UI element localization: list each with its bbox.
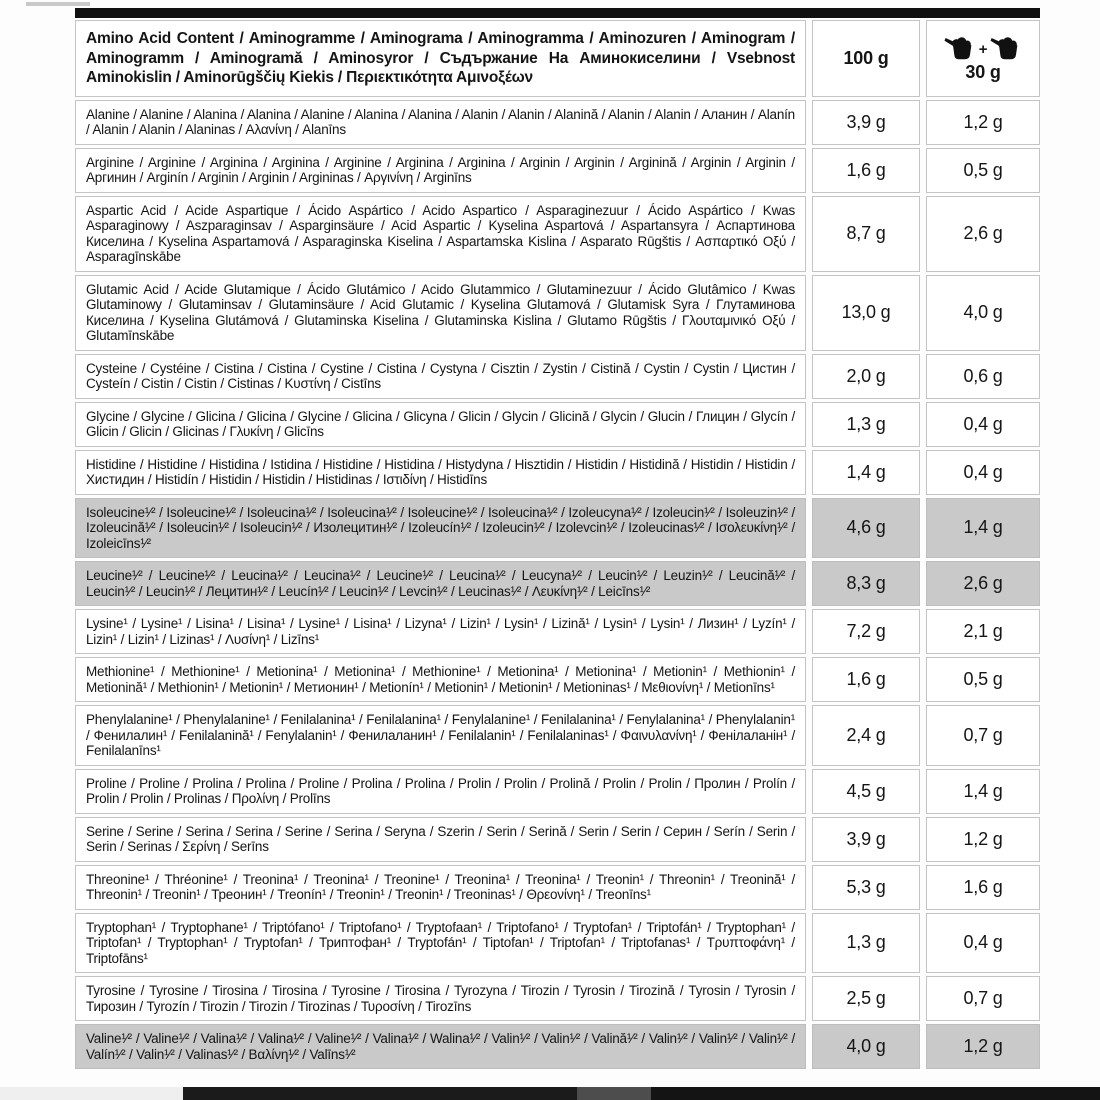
table-row — [75, 657, 1040, 702]
per-100g-value: 8,7 g — [812, 196, 920, 272]
table-title — [75, 20, 806, 97]
photo-edge — [26, 2, 90, 6]
per-100g-value: 13,0 g — [812, 275, 920, 351]
amino-acid-names: Alanine / Alanine / Alanina / Alanina / Alanine / Alanina / Alanina / Alanin / Alanin / Alanină / Alanin / Alanin / Аланин / Alanín / Alanin / Alanin / Alaninas / Αλανίνη / Alanīns — [86, 106, 795, 137]
per-30g-value: 1,2 g — [926, 100, 1040, 145]
per-100g-value: 1,3 g — [812, 913, 920, 974]
amino-acid-names: Proline / Proline / Prolina / Prolina / Proline / Prolina / Prolina / Prolin / Prolin / Prolină / Prolin / Prolin / Пролин / Prolín / Prolin / Prolin / Prolinas / Προλίνη / Prolīns — [86, 775, 795, 806]
per-30g-value: 1,4 g — [926, 498, 1040, 559]
per-100g-value: 5,3 g — [812, 865, 920, 910]
amino-acid-names-cell — [75, 196, 806, 272]
per-100g-value: 2,5 g — [812, 976, 920, 1021]
table-title-text: Amino Acid Content / Aminogramme / Aminograma / Aminogramma / Aminozuren / Aminogram / Aminogramm / Aminogramă / Aminosyror / Съдържание На Аминокиселини / Vsebnost Aminokislin / Aminorūgščių Kiekis / Περιεκτικότητα Αμινοξέων — [86, 30, 795, 86]
amino-acid-names: Glutamic Acid / Acide Glutamique / Ácido Glutámico / Acido Glutammico / Glutaminezuur / Ácido Glutâmico / Kwas Glutaminowy / Glutaminsav / Glutaminsäure / Acid Glutamic / Kyselina Glutamová / Glutamisk Syra / Глутаминова Киселина / Kyselina Glutámová / Glutaminska Kiselina / Glutaminska Kislina / Glutamo Rūgštis / Γλουταμινικό Οξύ / Glutamīnskābe — [86, 281, 795, 343]
amino-acid-names: Threonine¹ / Thréonine¹ / Treonina¹ / Treonina¹ / Treonine¹ / Treonina¹ / Treonina¹ / Treonin¹ / Threonin¹ / Treonină¹ / Threonin¹ / Treonin¹ / Треонин¹ / Treonín¹ / Treonin¹ / Treonin¹ / Treoninas¹ / Θρεονίνη¹ / Treonīns¹ — [86, 871, 795, 902]
amino-acid-names: Arginine / Arginine / Arginina / Arginina / Arginine / Arginina / Arginina / Arginin / Arginin / Arginină / Arginin / Arginin / Аргинин / Arginín / Arginin / Arginin / Argininas / Αργινίνη / Arginīns — [86, 154, 795, 185]
per-100g-value: 3,9 g — [812, 817, 920, 862]
amino-acid-names: Valine¹⁄² / Valine¹⁄² / Valina¹⁄² / Valina¹⁄² / Valine¹⁄² / Valina¹⁄² / Walina¹⁄² / Valin¹⁄² / Valin¹⁄² / Valină¹⁄² / Valin¹⁄² / Valin¹⁄² / Valin¹⁄² / Valín¹⁄² / Valin¹⁄² / Valinas¹⁄² / Βαλίνη¹⁄² / Valīns¹⁄² — [86, 1031, 795, 1062]
table-row — [75, 609, 1040, 654]
per-30g-value: 2,6 g — [926, 561, 1040, 606]
table-row — [75, 769, 1040, 814]
per-100g-value: 1,6 g — [812, 148, 920, 193]
table-row — [75, 354, 1040, 399]
table-row — [75, 817, 1040, 862]
table-row — [75, 865, 1040, 910]
amino-acid-names: Leucine¹⁄² / Leucine¹⁄² / Leucina¹⁄² / Leucina¹⁄² / Leucine¹⁄² / Leucina¹⁄² / Leucyna¹⁄² / Leucin¹⁄² / Leuzin¹⁄² / Leucină¹⁄² / Leucin¹⁄² / Leucin¹⁄² / Лецитин¹⁄² / Leucín¹⁄² / Leucin¹⁄² / Levcin¹⁄² / Leucinas¹⁄² / Λευκίνη¹⁄² / Leicīns¹⁄² — [86, 568, 795, 599]
column-header-100g: 100 g — [812, 20, 920, 97]
per-100g-value: 2,0 g — [812, 354, 920, 399]
amino-acid-names: Cysteine / Cystéine / Cistina / Cistina / Cystine / Cistina / Cystyna / Cisztin / Zystin / Cistină / Cystin / Cystin / Цистин / Cysteín / Cistin / Cistin / Cistinas / Κυστίνη / Cistīns — [86, 360, 795, 391]
table-header-row — [75, 20, 1040, 97]
amino-acid-names-cell — [75, 498, 806, 559]
per-30g-value: 0,7 g — [926, 705, 1040, 766]
table-row — [75, 498, 1040, 559]
table-row — [75, 976, 1040, 1021]
table-row — [75, 913, 1040, 974]
table-row — [75, 275, 1040, 351]
amino-acid-names: Glycine / Glycine / Glicina / Glicina / Glycine / Glicina / Glicyna / Glicin / Glycin / Glicină / Glycin / Glucin / Глицин / Glycín / Glicin / Glicin / Glicinas / Γλυκίνη / Glicīns — [86, 408, 795, 439]
amino-acid-names: Histidine / Histidine / Histidina / Istidina / Histidine / Histidina / Histydyna / Hisztidin / Histidin / Histidină / Histidin / Histidin / Хистидин / Histidín / Histidin / Histidin / Histidinas / Ιστιδίνη / Histidīns — [86, 456, 795, 487]
amino-acid-names: Lysine¹ / Lysine¹ / Lisina¹ / Lisina¹ / Lysine¹ / Lisina¹ / Lizyna¹ / Lizin¹ / Lysin¹ / Lizină¹ / Lysin¹ / Lysin¹ / Лизин¹ / Lyzín¹ / Lizin¹ / Lizin¹ / Lizinas¹ / Λυσίνη¹ / Lizīns¹ — [86, 616, 795, 647]
per-30g-value: 0,4 g — [926, 450, 1040, 495]
amino-acid-names-cell — [75, 354, 806, 399]
amino-acid-names: Isoleucine¹⁄² / Isoleucine¹⁄² / Isoleucina¹⁄² / Isoleucina¹⁄² / Isoleucine¹⁄² / Isoleucina¹⁄² / Izoleucyna¹⁄² / Izoleucin¹⁄² / Isoleuzin¹⁄² / Izoleucină¹⁄² / Isoleucin¹⁄² / Isoleucin¹⁄² / Изолецитин¹⁄² / Izoleucín¹⁄² / Izoleucin¹⁄² / Izolevcin¹⁄² / Izoleucinas¹⁄² / Ισολευκίνη¹⁄² / Izoleicīns¹⁄² — [86, 504, 795, 551]
amino-acid-names-cell — [75, 148, 806, 193]
amino-acid-names-cell — [75, 1024, 806, 1069]
amino-acid-names: Methionine¹ / Methionine¹ / Metionina¹ / Metionina¹ / Methionine¹ / Metionina¹ / Metionina¹ / Metionin¹ / Methionin¹ / Metionină¹ / Methionin¹ / Metionin¹ / Метионин¹ / Metionín¹ / Metionin¹ / Metionin¹ / Metioninas¹ / Μεθιονίνη¹ / Metionīns¹ — [86, 664, 795, 695]
strip-segment — [651, 1087, 1100, 1100]
table-row — [75, 100, 1040, 145]
per-30g-value: 2,6 g — [926, 196, 1040, 272]
table-row — [75, 705, 1040, 766]
plus-sign: + — [978, 40, 988, 58]
amino-acid-names-cell — [75, 913, 806, 974]
amino-acid-names-cell — [75, 657, 806, 702]
serving-amount-label: 30 g — [965, 62, 1001, 83]
amino-acid-names-cell — [75, 705, 806, 766]
per-100g-value: 3,9 g — [812, 100, 920, 145]
per-30g-value: 0,4 g — [926, 402, 1040, 447]
per-30g-value: 2,1 g — [926, 609, 1040, 654]
per-30g-value: 4,0 g — [926, 275, 1040, 351]
amino-acid-names-cell — [75, 450, 806, 495]
per-100g-value: 2,4 g — [812, 705, 920, 766]
amino-acid-names: Tryptophan¹ / Tryptophane¹ / Triptófano¹ / Triptofano¹ / Tryptofaan¹ / Triptofano¹ / Tryptofan¹ / Triptofán¹ / Tryptophan¹ / Triptofan¹ / Tryptophan¹ / Tryptofan¹ / Триптофан¹ / Tryptofán¹ / Tiptofan¹ / Triptofan¹ / Triptofanas¹ / Τρυπτοφάνη¹ / Triptofāns¹ — [86, 919, 795, 966]
per-30g-value: 0,4 g — [926, 913, 1040, 974]
amino-acid-names-cell — [75, 100, 806, 145]
scoop-icon — [990, 33, 1022, 61]
amino-acid-names-cell — [75, 865, 806, 910]
per-100g-value: 7,2 g — [812, 609, 920, 654]
amino-acid-names: Serine / Serine / Serina / Serina / Serine / Serina / Seryna / Szerin / Serin / Serină / Serin / Serin / Серин / Serín / Serin / Serin / Serinas / Σερίνη / Serīns — [86, 823, 795, 854]
per-30g-value: 1,6 g — [926, 865, 1040, 910]
column-header-serving — [926, 20, 1040, 97]
per-30g-value: 1,4 g — [926, 769, 1040, 814]
per-100g-value: 8,3 g — [812, 561, 920, 606]
per-30g-value: 0,6 g — [926, 354, 1040, 399]
per-100g-value: 1,3 g — [812, 402, 920, 447]
photo-bottom-strip — [0, 1087, 1100, 1100]
strip-segment — [183, 1087, 577, 1100]
per-100g-value: 4,6 g — [812, 498, 920, 559]
table-top-border — [75, 8, 1040, 18]
amino-acid-names-cell — [75, 817, 806, 862]
amino-acid-names: Tyrosine / Tyrosine / Tirosina / Tirosina / Tyrosine / Tirosina / Tyrozyna / Tirozin / Tyrosin / Tirozină / Tyrosin / Tyrosin / Тирозин / Tyrozín / Tirozin / Tirozin / Tirozinas / Τυροσίνη / Tirozīns — [86, 983, 795, 1014]
table-row — [75, 450, 1040, 495]
table-row — [75, 561, 1040, 606]
table-row — [75, 196, 1040, 272]
amino-acid-names-cell — [75, 275, 806, 351]
per-30g-value: 1,2 g — [926, 817, 1040, 862]
per-30g-value: 0,7 g — [926, 976, 1040, 1021]
amino-acid-table — [75, 8, 1040, 1069]
amino-acid-names: Aspartic Acid / Acide Aspartique / Ácido Aspártico / Acido Aspartico / Asparaginezuur / Ácido Aspártico / Kwas Asparaginowy / Aszparaginsav / Asparginsäure / Acid Aspartic / Kyselina Aspartová / Aspartansyra / Аспартинова Киселина / Kyselina Aspartamová / Asparaginska Kiselina / Aspartamska Kislina / Asparato Rūgštis / Ασπαρτικό Οξύ / Asparagīnskābe — [86, 202, 795, 264]
amino-acid-names: Phenylalanine¹ / Phenylalanine¹ / Fenilalanina¹ / Fenilalanina¹ / Fenylalanine¹ / Fenilalanina¹ / Fenylalanina¹ / Phenylalanin¹ / Фенилалин¹ / Fenilalanină¹ / Fenylalanin¹ / Фенилаланин¹ / Fenilalanin¹ / Fenilalaninas¹ / Φαινυλανίνη¹ / Фенілаланін¹ / Fenilalanīns¹ — [86, 712, 795, 758]
amino-acid-names-cell — [75, 561, 806, 606]
per-100g-value: 4,5 g — [812, 769, 920, 814]
serving-scoops — [944, 33, 1023, 61]
table-row — [75, 148, 1040, 193]
table-body — [75, 20, 1040, 1069]
amino-acid-names-cell — [75, 976, 806, 1021]
per-30g-value: 1,2 g — [926, 1024, 1040, 1069]
table-row — [75, 1024, 1040, 1069]
per-30g-value: 0,5 g — [926, 657, 1040, 702]
amino-acid-names-cell — [75, 609, 806, 654]
strip-segment — [577, 1087, 651, 1100]
amino-acid-names-cell — [75, 402, 806, 447]
strip-segment — [0, 1087, 183, 1100]
scoop-icon — [944, 33, 976, 61]
per-100g-value: 1,4 g — [812, 450, 920, 495]
per-100g-value: 1,6 g — [812, 657, 920, 702]
per-100g-value: 4,0 g — [812, 1024, 920, 1069]
per-30g-value: 0,5 g — [926, 148, 1040, 193]
amino-acid-names-cell — [75, 769, 806, 814]
table-row — [75, 402, 1040, 447]
